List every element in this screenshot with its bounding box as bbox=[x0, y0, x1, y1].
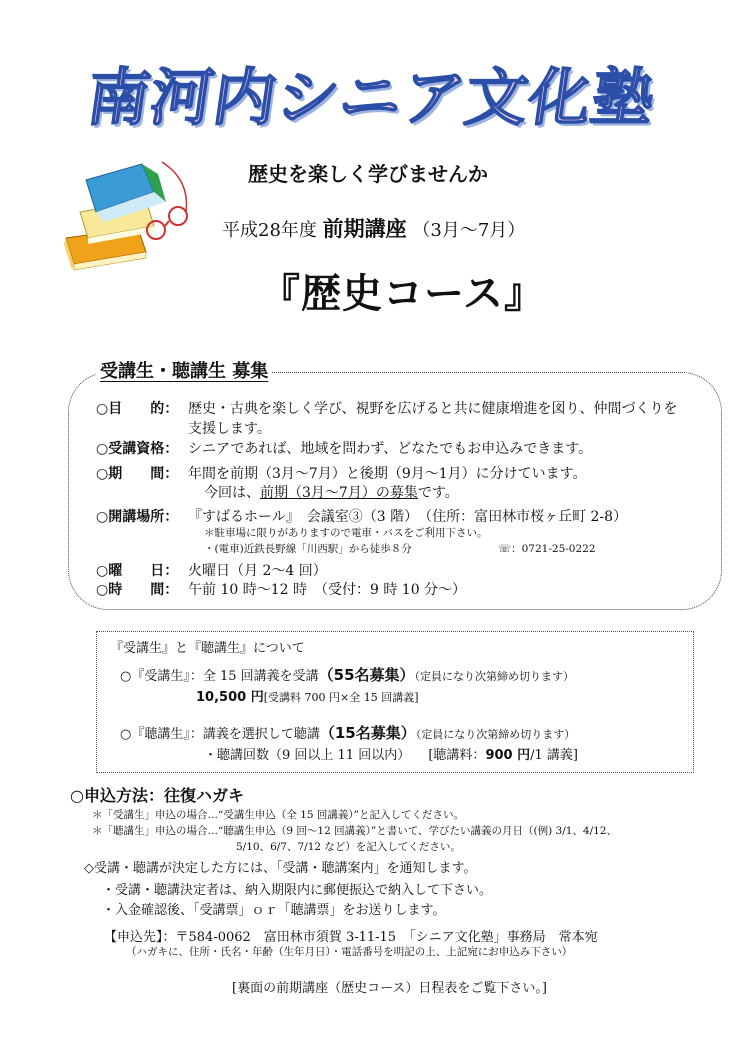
venue-text: 『すばるホール』 会議室③（3 階） （住所：富田林市桜ヶ丘町 2-8） bbox=[188, 509, 628, 525]
period-label: ○期 間： bbox=[96, 466, 179, 482]
venue-note-parking: ＊駐車場に限りがありますので電車・バスをご利用下さい。 bbox=[204, 527, 488, 539]
notice-item-2: ・入金確認後、「受講票」ｏｒ「聴講票」をお送りします。 bbox=[102, 903, 446, 918]
student-capacity: （55名募集） bbox=[318, 666, 415, 684]
recruit-heading: 受講生・聴講生 募集 bbox=[96, 357, 272, 383]
purpose-text-2: 支援します。 bbox=[188, 421, 271, 437]
about-heading: 『受講生』と『聴講生』について bbox=[110, 641, 305, 656]
subtitle: 歴史を楽しく学びませんか bbox=[248, 162, 488, 186]
day-row bbox=[96, 560, 327, 580]
period-current bbox=[204, 482, 459, 502]
apply-heading: ○申込方法：往復ハガキ bbox=[70, 786, 244, 805]
student-fee-note: [受講料 700 円×全 15 回講義] bbox=[263, 691, 419, 704]
footer-note: [裏面の前期講座（歴史コース）日程表をご覧下さい。] bbox=[232, 981, 547, 996]
books-glasses-illustration bbox=[58, 150, 198, 280]
student-fee bbox=[196, 686, 418, 705]
venue-tel: ☏：0721-25-0222 bbox=[498, 543, 596, 555]
address-note: （ハガキに、住所・氏名・年齢（生年月日）・電話番号を明記の上、上記宛にお申込み下さい） bbox=[126, 946, 573, 958]
auditor-text: ○『聴講生』：講義を選択して聴講 bbox=[120, 727, 320, 742]
qualification-label: ○受講資格： bbox=[96, 441, 179, 457]
time-text: 午前 10 時～12 時 （受付：9 時 10 分～） bbox=[188, 582, 467, 598]
qualification-row bbox=[96, 438, 592, 458]
notice-heading: ◇受講・聴講が決定した方には、「受講・聴講案内」を通知します。 bbox=[84, 861, 477, 876]
day-text: 火曜日（月 2～4 回） bbox=[188, 563, 327, 579]
auditor-note: （定員になり次第締め切ります） bbox=[415, 728, 576, 741]
student-note: （定員になり次第締め切ります） bbox=[414, 670, 575, 683]
course-name: 『歴史コース』 bbox=[260, 271, 545, 317]
time-label: ○時 間： bbox=[96, 582, 179, 598]
period-current-pre: 今回は、 bbox=[204, 485, 260, 501]
venue-row bbox=[96, 506, 627, 526]
venue-note-train: ・(電車)近鉄長野線「川西駅」から徒歩８分 bbox=[204, 543, 412, 555]
qualification-text: シニアであれば、地域を問わず、どなたでもお申込みできます。 bbox=[188, 441, 593, 457]
auditor-fee-amount: 900 円 bbox=[485, 748, 531, 763]
venue-label: ○開講場所： bbox=[96, 509, 179, 525]
student-text: ○『受講生』：全 15 回講義を受講 bbox=[120, 669, 319, 684]
period-current-post: です。 bbox=[417, 485, 459, 501]
apply-line-2: ＊「聴講生」申込の場合…“聴講生申込（9 回～12 回講義）”と書いて、学びたい講義の月日（(例) 3/1、4/12、 bbox=[92, 825, 617, 837]
notice-item-1: ・受講・聴講決定者は、納入期限内に郵便振込で納入して下さい。 bbox=[102, 883, 493, 898]
term-prefix: 平成28年度 bbox=[222, 220, 317, 241]
student-fee-amount: 10,500 円 bbox=[196, 690, 264, 705]
address-text: ：〒584-0062 富田林市須賀 3-11-15 「シニア文化塾」事務局 常本宛 bbox=[162, 930, 598, 945]
address-line bbox=[104, 926, 598, 945]
auditor-fee-pre: [聴講料： bbox=[428, 748, 486, 763]
student-line bbox=[120, 664, 574, 685]
purpose-label: ○目 的： bbox=[96, 401, 179, 417]
time-row bbox=[96, 579, 466, 599]
apply-line-1: ＊「受講生」申込の場合…“受講生申込（全 15 回講義）”と記入してください。 bbox=[92, 809, 465, 821]
term-main: 前期講座 bbox=[322, 217, 407, 241]
purpose-row bbox=[96, 398, 677, 418]
page-title: 南河内シニア文化塾 bbox=[82, 61, 660, 134]
auditor-count: ・聴講回数（9 回以上 11 回以内） bbox=[204, 748, 411, 763]
term-suffix: （3月～7月） bbox=[412, 220, 526, 241]
purpose-text: 歴史・古典を楽しく学び、視野を広げると共に健康増進を図り、仲間づくりを bbox=[188, 401, 678, 417]
day-label: ○曜 日： bbox=[96, 563, 179, 579]
term-line bbox=[222, 213, 525, 243]
period-row bbox=[96, 463, 587, 483]
auditor-fee-post: /1 講義] bbox=[530, 748, 578, 763]
auditor-line bbox=[120, 722, 575, 743]
auditor-capacity: （15名募集） bbox=[319, 724, 416, 742]
address-label: 【申込先】 bbox=[104, 930, 163, 945]
apply-line-3: 5/10、6/7、7/12 など）を記入してください。 bbox=[236, 841, 461, 853]
period-text: 年間を前期（3月～7月）と後期（9月～1月）に分けています。 bbox=[188, 466, 587, 482]
auditor-detail bbox=[204, 744, 578, 763]
period-current-underline: 前期（3月～7月）の募集 bbox=[260, 485, 418, 501]
